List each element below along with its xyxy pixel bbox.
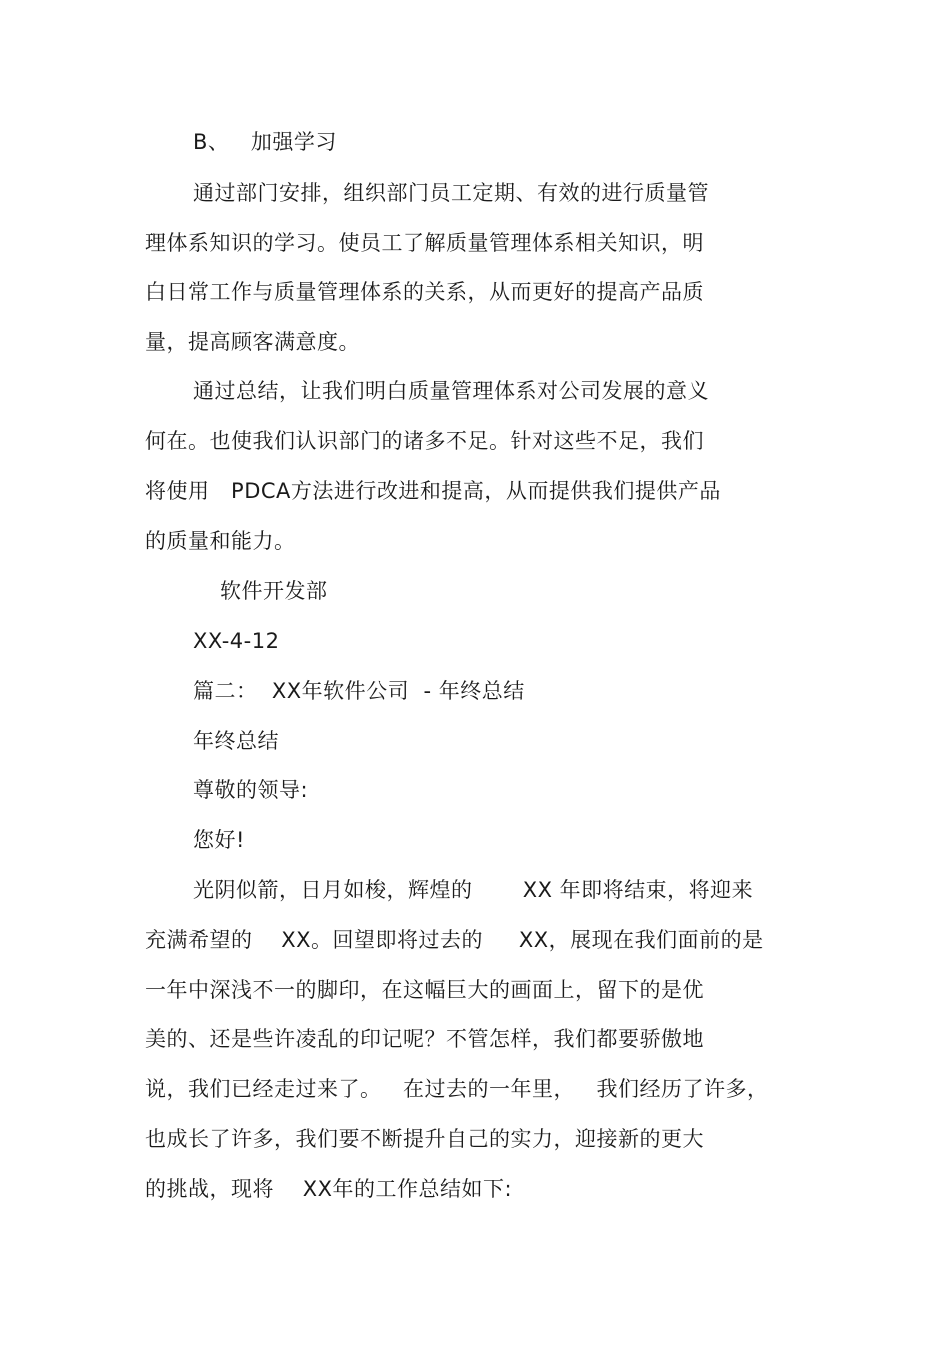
- paragraph-line: 的挑战，现将 XX年的工作总结如下:: [145, 1177, 513, 1201]
- paragraph-line: 也成长了许多，我们要不断提升自己的实力，迎接新的更大: [145, 1127, 704, 1151]
- paragraph-line: 一年中深浅不一的脚印，在这幅巨大的画面上，留下的是优: [145, 978, 704, 1002]
- paragraph-line: 的质量和能力。: [145, 529, 296, 553]
- article-title: 篇二： XX年软件公司 - 年终总结: [193, 679, 525, 703]
- paragraph-line: 量，提高顾客满意度。: [145, 330, 360, 354]
- paragraph-line: 理体系知识的学习。使员工了解质量管理体系相关知识，明: [145, 231, 704, 255]
- signature-department: 软件开发部: [220, 579, 328, 603]
- greeting: 您好!: [193, 828, 245, 852]
- section-heading: B、 加强学习: [193, 130, 337, 154]
- salutation: 尊敬的领导:: [193, 778, 309, 802]
- article-subtitle: 年终总结: [193, 729, 279, 753]
- paragraph-line: 何在。也使我们认识部门的诸多不足。针对这些不足，我们: [145, 429, 704, 453]
- paragraph-line: 充满希望的 XX。回望即将过去的 XX，展现在我们面前的是: [145, 928, 764, 952]
- paragraph-line: 光阴似箭，日月如梭，辉煌的 XX 年即将结束，将迎来: [193, 878, 754, 902]
- paragraph-line: 白日常工作与质量管理体系的关系，从而更好的提高产品质: [145, 280, 704, 304]
- paragraph-line: 将使用 PDCA方法进行改进和提高，从而提供我们提供产品: [145, 479, 721, 503]
- signature-date: XX-4-12: [193, 629, 280, 653]
- paragraph-line: 通过总结，让我们明白质量管理体系对公司发展的意义: [193, 379, 709, 403]
- paragraph-line: 说，我们已经走过来了。 在过去的一年里， 我们经历了许多，: [145, 1077, 769, 1101]
- paragraph-line: 美的、还是些许凌乱的印记呢？不管怎样，我们都要骄傲地: [145, 1027, 704, 1051]
- paragraph-line: 通过部门安排，组织部门员工定期、有效的进行质量管: [193, 181, 709, 205]
